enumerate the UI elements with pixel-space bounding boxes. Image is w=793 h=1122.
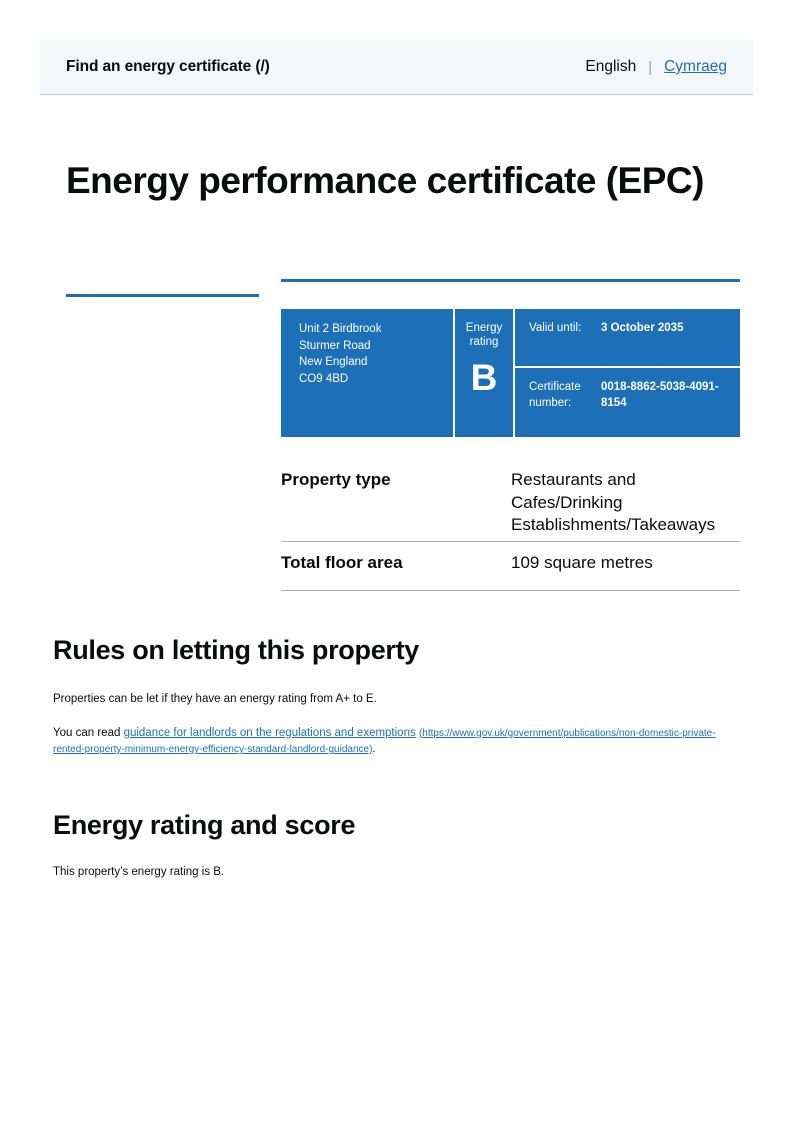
- certificate-number-label: Certificate number:: [529, 381, 581, 409]
- service-name[interactable]: [66, 58, 270, 76]
- landlord-guidance-link[interactable]: guidance for landlords on the regulations and exemptions: [123, 726, 416, 739]
- total-floor-area-value: 109 square metres: [511, 553, 653, 572]
- letting-guidance-paragraph: [53, 725, 733, 758]
- valid-until-row: [515, 309, 740, 368]
- section-heading-letting: Rules on letting this property: [53, 635, 420, 666]
- certificate-number-value: 0018-8862-5038-4091-8154: [601, 381, 719, 409]
- letting-paragraph: Properties can be let if they have an energy rating from A+ to E.: [53, 692, 377, 705]
- property-address: [281, 309, 453, 437]
- table-row: [281, 547, 740, 591]
- certificate-meta: [515, 309, 740, 437]
- landlord-guidance-url[interactable]: (https://www.gov.uk/government/publications/non-domestic-private-rented-property-minimum-energy-efficiency-standard-landlord-guidance): [53, 727, 716, 756]
- divider-right: [281, 279, 740, 282]
- header-inner: [40, 40, 753, 94]
- address-line-3: New England: [299, 356, 368, 369]
- energy-rating-paragraph: This property’s energy rating is B.: [53, 865, 225, 878]
- total-floor-area-label: Total floor area: [281, 553, 403, 572]
- energy-rating-label-line2: rating: [469, 336, 499, 349]
- certificate-summary: [281, 309, 740, 437]
- table-row: [281, 464, 740, 542]
- letting-guidance-suffix: .: [372, 743, 376, 756]
- page-title: Energy performance certificate (EPC): [66, 159, 704, 201]
- language-switcher: [585, 58, 727, 76]
- valid-until-value: 3 October 2035: [601, 322, 684, 334]
- letting-guidance-prefix: You can read: [53, 726, 124, 739]
- service-name-text: Find an energy certificate: [66, 58, 252, 75]
- site-header: [40, 40, 753, 95]
- language-current: English: [585, 58, 637, 75]
- energy-rating-letter: B: [470, 356, 498, 398]
- property-type-value: Restaurants and Cafes/Drinking Establishments/Takeaways: [511, 470, 716, 535]
- section-heading-energy-rating: Energy rating and score: [53, 810, 356, 841]
- certificate-number-row: [515, 368, 740, 437]
- valid-until-label: Valid until:: [529, 322, 582, 334]
- address-line-2: Sturmer Road: [299, 339, 371, 352]
- energy-rating-label-line1: Energy: [465, 322, 503, 334]
- language-separator: |: [648, 58, 653, 76]
- energy-rating-badge: [453, 309, 515, 437]
- divider-left: [66, 294, 259, 297]
- language-link-cymraeg[interactable]: Cymraeg: [664, 58, 727, 75]
- property-type-label: Property type: [281, 470, 391, 489]
- service-name-path: (/): [255, 58, 270, 75]
- address-line-1: Unit 2 Birdbrook: [299, 323, 382, 335]
- address-postcode: CO9 4BD: [299, 373, 349, 386]
